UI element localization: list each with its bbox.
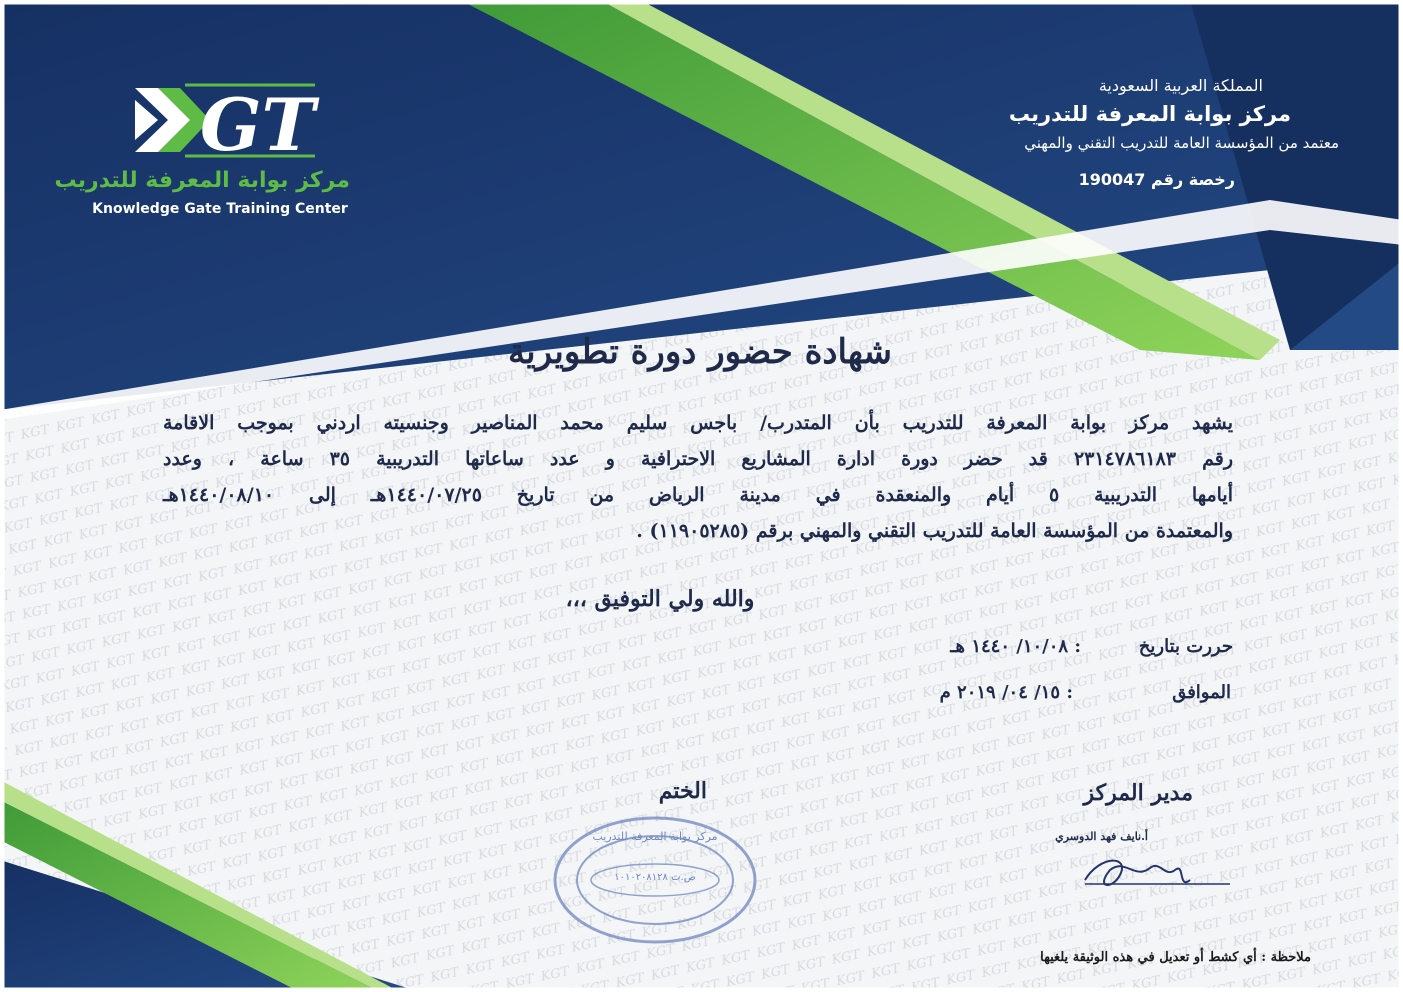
- director-name: أ.نايف فهد الدوسري: [1055, 830, 1148, 843]
- license-number: رخصة رقم 190047: [1078, 170, 1235, 189]
- logo-english-name: Knowledge Gate Training Center: [92, 201, 348, 217]
- certificate-title: شهادة حضور دورة تطويرية: [507, 332, 893, 372]
- certificate-body: [163, 405, 1233, 549]
- body-line: أيامها التدريبية ٥ أيام والمنعقدة في مدينة الرياض من تاريخ ١٤٤٠/٠٧/٢٥هـ إلى ١٤٤٠/٠٨/١٠هـ: [163, 484, 1233, 506]
- body-line: والمعتمدة من المؤسسة العامة للتدريب التقني والمهني برقم (١١٩٠٥٢٨٥) .: [636, 520, 1233, 542]
- seal-title: الختم: [658, 778, 707, 804]
- seal-number: ص.ت ١٠١٠٢٠٨١٢٨: [614, 872, 696, 883]
- closing-text: والله ولي التوفيق ،،،: [565, 586, 755, 612]
- center-name: مركز بوابة المعرفة للتدريب: [1008, 102, 1291, 126]
- svg-text:GT: GT: [200, 82, 316, 167]
- footer-note: ملاحظة : أي كشط أو تعديل في هذه الوثيقة يلغيها: [1040, 950, 1311, 965]
- issued-date-value: : ١٠/٠٨/ ١٤٤٠ هـ: [950, 636, 1081, 657]
- country-name: المملكة العربية السعودية: [1098, 76, 1263, 95]
- body-line: رقم ٢٣١٤٧٨٦١٨٣ قد حضر دورة ادارة المشاريع الاحترافية و عدد ساعاتها التدريبية ٣٥ ساعة ، وعدد: [163, 448, 1233, 470]
- issued-date-label: حررت بتاريخ: [1138, 636, 1233, 657]
- logo-arabic-name: مركز بوابة المعرفة للتدريب: [54, 168, 350, 193]
- corresponding-date-value: : ١٥/ ٠٤/ ٢٠١٩ م: [939, 682, 1073, 703]
- corresponding-date-label: الموافق: [1172, 682, 1231, 703]
- director-title: مدير المركز: [1083, 780, 1193, 806]
- body-line: يشهد مركز بوابة المعرفة للتدريب بأن المتدرب/ باجس سليم محمد المناصير وجنسيته اردني بموجب الاقامة: [163, 412, 1233, 434]
- seal-ring-text: مركز بوابة المعرفة للتدريب: [592, 830, 718, 843]
- accreditation-text: معتمد من المؤسسة العامة للتدريب التقني والمهني: [1024, 134, 1339, 152]
